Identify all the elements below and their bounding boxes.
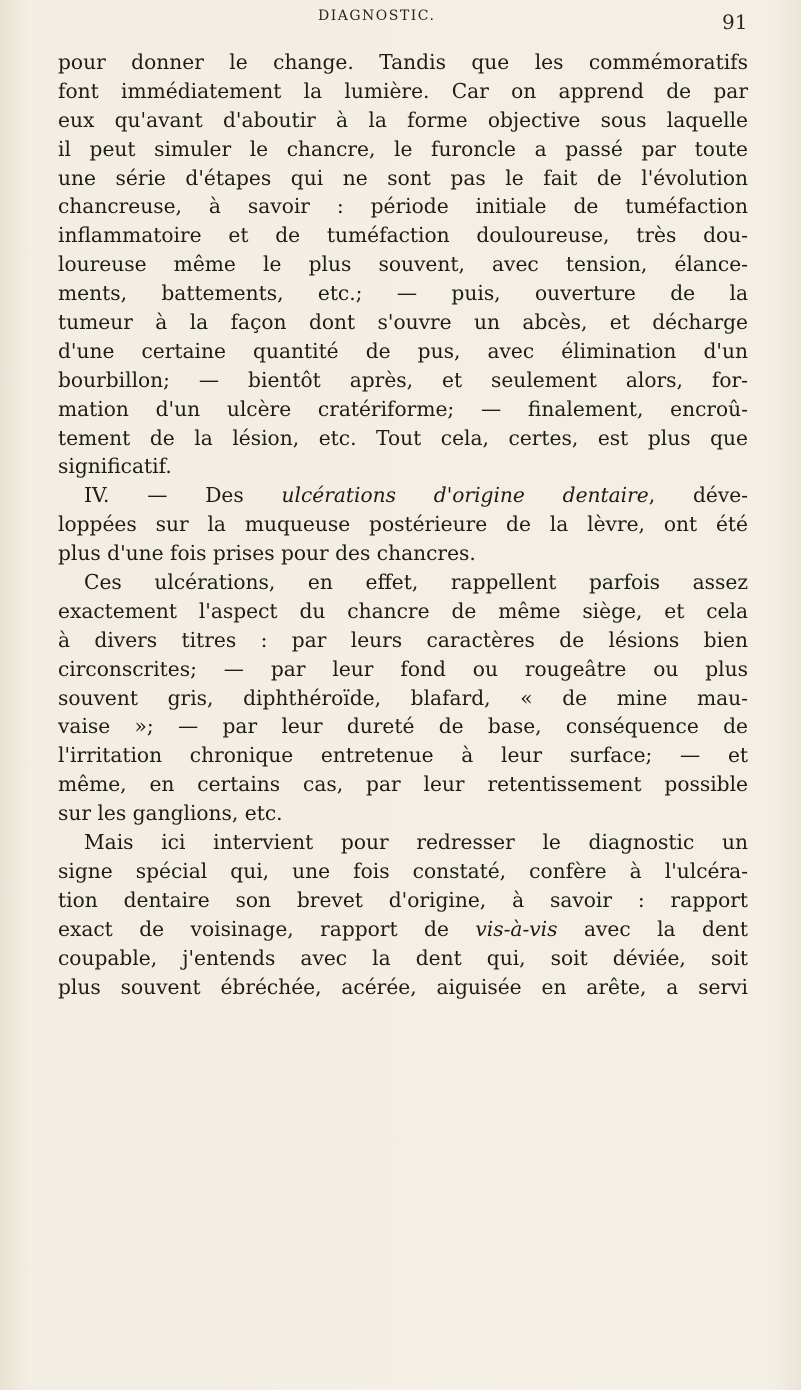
text-line: bourbillon; — bientôt après, et seulement alors, for- [58,367,748,392]
text-line: tion dentaire son brevet d'origine, à savoir : rapport [58,887,748,912]
text-line: eux qu'avant d'aboutir à la forme objective sous laquelle [58,107,748,132]
text-line: d'une certaine quantité de pus, avec élimination d'un [58,338,748,363]
text-line: font immédiatement la lumière. Car on apprend de par [58,78,748,103]
text-line: mation d'un ulcère cratériforme; — finalement, encroû- [58,396,748,421]
section-iv-suffix: , déve- [648,483,748,508]
text-line: coupable, j'entends avec la dent qui, soit déviée, soit [58,945,748,970]
text-line: même, en certains cas, par leur retentissement possible [58,772,748,797]
vis-line-prefix: exact de voisinage, rapport de [58,916,476,941]
section-iv-heading-line [58,481,748,510]
text-line: plus d'une fois prises pour des chancres. [58,541,476,566]
text-line: tement de la lésion, etc. Tout cela, certes, est plus que [58,425,748,450]
text-line: Ces ulcérations, en effet, rappellent parfois assez [84,570,748,595]
text-line: sur les ganglions, etc. [58,801,283,826]
vis-line-suffix: avec la dent [557,916,749,941]
text-line: exactement l'aspect du chancre de même siège, et cela [58,598,748,623]
text-line: l'irritation chronique entretenue à leur surface; — et [58,743,748,768]
vis-a-vis-line [58,915,748,944]
text-line: chancreuse, à savoir : période initiale de tuméfaction [58,194,748,219]
section-iv-italic-term: ulcérations d'origine dentaire [281,483,649,508]
text-line: ments, battements, etc.; — puis, ouverture de la [58,281,748,306]
page-number: 91 [722,10,748,34]
text-line: tumeur à la façon dont s'ouvre un abcès, et décharge [58,310,748,335]
text-line: loureuse même le plus souvent, avec tension, élance- [58,252,748,277]
text-line: significatif. [58,454,172,479]
text-line: circonscrites; — par leur fond ou rougeâtre ou plus [58,656,748,681]
text-line: vaise »; — par leur dureté de base, conséquence de [58,714,748,739]
text-line: loppées sur la muqueuse postérieure de la lèvre, ont été [58,512,748,537]
running-title: DIAGNOSTIC. [318,8,436,24]
text-body [58,48,748,1001]
text-line: souvent gris, diphthéroïde, blafard, « de mine mau- [58,685,748,710]
text-line: plus souvent ébréchée, acérée, aiguisée en arête, a servi [58,974,748,999]
text-line: une série d'étapes qui ne sont pas le fait de l'évolution [58,165,748,190]
text-line: signe spécial qui, une fois constaté, confère à l'ulcéra- [58,858,748,883]
text-line: à divers titres : par leurs caractères de lésions bien [58,627,748,652]
text-line: inflammatoire et de tuméfaction douloureuse, très dou- [58,223,748,248]
section-iv-prefix: IV. — Des [84,483,282,508]
vis-a-vis-italic: vis-à-vis [475,916,558,941]
text-line: Mais ici intervient pour redresser le diagnostic un [84,830,748,855]
text-line: pour donner le change. Tandis que les commémoratifs [58,50,748,74]
text-line: il peut simuler le chancre, le furoncle a passé par toute [58,136,748,161]
